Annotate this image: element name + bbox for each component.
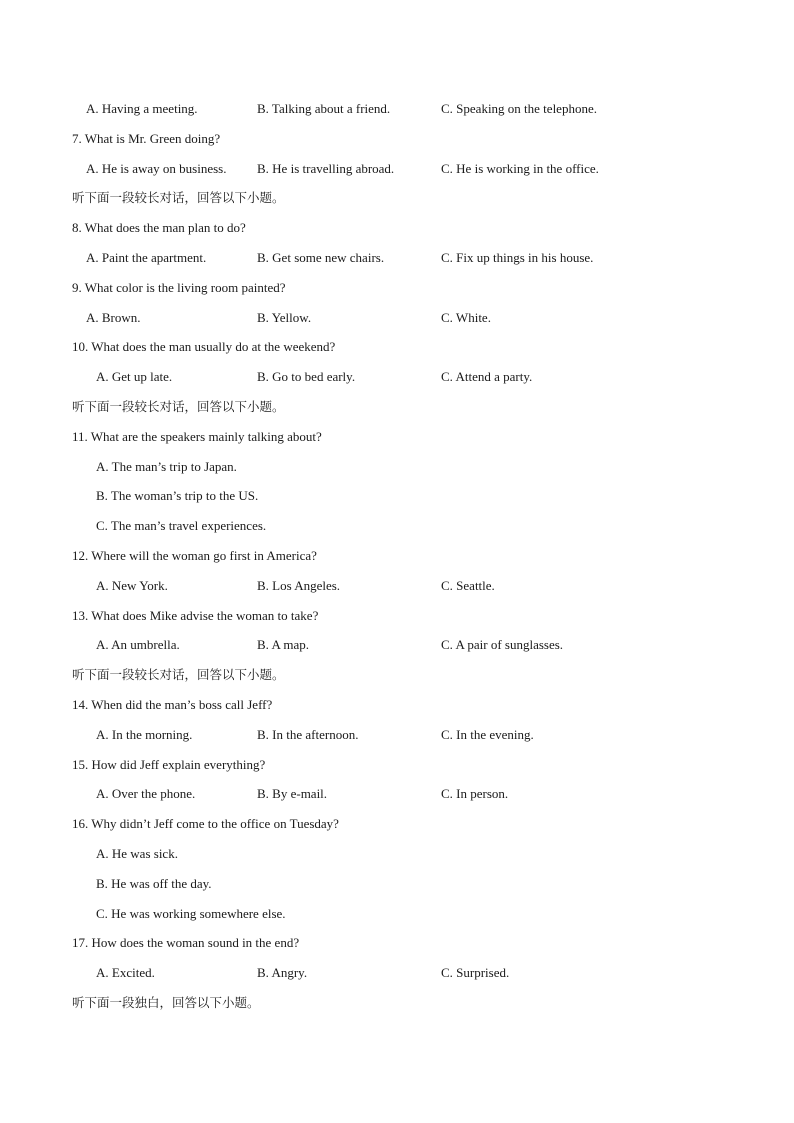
question-text: 15. How did Jeff explain everything?: [72, 757, 266, 772]
answer-option-c: C. Fix up things in his house.: [441, 250, 594, 265]
answer-option: C. The man’s travel experiences.: [96, 518, 267, 533]
answer-option-a: A. Brown.: [86, 310, 141, 325]
section-instruction: 听下面一段较长对话，回答以下小题。: [72, 667, 285, 682]
answer-option-b: B. Angry.: [257, 965, 308, 980]
question-text: 17. How does the woman sound in the end?: [72, 935, 300, 950]
answer-option-a: A. Get up late.: [96, 369, 173, 384]
answer-option-a: A. He is away on business.: [86, 161, 227, 176]
answer-option-a: A. Paint the apartment.: [86, 250, 207, 265]
answer-option-a: A. Over the phone.: [96, 786, 196, 801]
answer-option-b: B. Go to bed early.: [257, 369, 356, 384]
answer-option: B. He was off the day.: [96, 876, 212, 891]
answer-option-b: B. A map.: [257, 637, 310, 652]
question-text: 7. What is Mr. Green doing?: [72, 131, 221, 146]
answer-option-a: A. An umbrella.: [96, 637, 180, 652]
answer-option-c: C. Seattle.: [441, 578, 495, 593]
answer-option-b: B. By e-mail.: [257, 786, 328, 801]
answer-option-c: C. Speaking on the telephone.: [441, 101, 597, 116]
answer-option-c: C. In the evening.: [441, 727, 534, 742]
answer-option-c: C. Surprised.: [441, 965, 510, 980]
answer-option: A. The man’s trip to Japan.: [96, 459, 237, 474]
question-text: 13. What does Mike advise the woman to take?: [72, 608, 319, 623]
answer-option-b: B. He is travelling abroad.: [257, 161, 395, 176]
answer-option-a: A. Having a meeting.: [86, 101, 198, 116]
answer-option-b: B. Get some new chairs.: [257, 250, 385, 265]
question-text: 16. Why didn’t Jeff come to the office on Tuesday?: [72, 816, 339, 831]
answer-option-c: C. Attend a party.: [441, 369, 533, 384]
section-instruction: 听下面一段较长对话，回答以下小题。: [72, 399, 285, 414]
answer-option-b: B. Yellow.: [257, 310, 312, 325]
answer-option-c: C. A pair of sunglasses.: [441, 637, 564, 652]
answer-option: B. The woman’s trip to the US.: [96, 488, 259, 503]
answer-option-c: C. He is working in the office.: [441, 161, 599, 176]
question-text: 10. What does the man usually do at the weekend?: [72, 339, 336, 354]
question-text: 11. What are the speakers mainly talking about?: [72, 429, 322, 444]
answer-option-c: C. In person.: [441, 786, 509, 801]
question-text: 14. When did the man’s boss call Jeff?: [72, 697, 273, 712]
answer-option-b: B. Los Angeles.: [257, 578, 341, 593]
answer-option-a: A. In the morning.: [96, 727, 193, 742]
answer-option-a: A. New York.: [96, 578, 168, 593]
answer-option-b: B. Talking about a friend.: [257, 101, 391, 116]
question-text: 12. Where will the woman go first in America?: [72, 548, 317, 563]
section-instruction: 听下面一段独白，回答以下小题。: [72, 995, 260, 1010]
question-text: 9. What color is the living room painted?: [72, 280, 286, 295]
answer-option-b: B. In the afternoon.: [257, 727, 359, 742]
answer-option-c: C. White.: [441, 310, 491, 325]
answer-option: C. He was working somewhere else.: [96, 906, 286, 921]
section-instruction: 听下面一段较长对话，回答以下小题。: [72, 190, 285, 205]
answer-option: A. He was sick.: [96, 846, 178, 861]
answer-option-a: A. Excited.: [96, 965, 155, 980]
question-text: 8. What does the man plan to do?: [72, 220, 246, 235]
